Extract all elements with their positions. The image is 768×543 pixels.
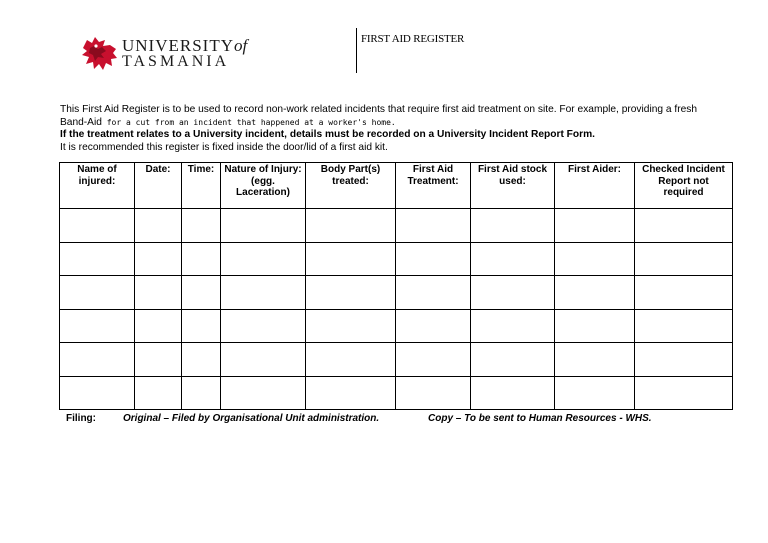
column-header: Time:	[182, 163, 221, 209]
header-divider	[356, 28, 357, 73]
column-header: First Aider:	[555, 163, 635, 209]
table-cell[interactable]	[635, 343, 733, 377]
column-header: Nature of Injury: (egg. Laceration)	[221, 163, 306, 209]
table-cell[interactable]	[60, 209, 135, 243]
table-cell[interactable]	[555, 242, 635, 276]
instruction-line: Band-Aid for a cut from an incident that happened at a worker's home.	[60, 116, 396, 128]
table-cell[interactable]	[221, 276, 306, 310]
table-cell[interactable]	[635, 376, 733, 410]
table-body	[60, 209, 733, 410]
table-cell[interactable]	[471, 242, 555, 276]
table-header-row	[60, 163, 733, 209]
column-header: Body Part(s) treated:	[306, 163, 396, 209]
table-cell[interactable]	[396, 276, 471, 310]
table-cell[interactable]	[306, 276, 396, 310]
table-cell[interactable]	[135, 376, 182, 410]
table-cell[interactable]	[60, 309, 135, 343]
table-row	[60, 343, 733, 377]
table-cell[interactable]	[471, 209, 555, 243]
table-cell[interactable]	[221, 242, 306, 276]
table-cell[interactable]	[182, 376, 221, 410]
instruction-line-bold: If the treatment relates to a University incident, details must be recorded on a University Incident Report Form.	[60, 129, 595, 140]
table-cell[interactable]	[135, 209, 182, 243]
table-row	[60, 309, 733, 343]
university-logo	[80, 34, 250, 74]
table-cell[interactable]	[60, 376, 135, 410]
table-cell[interactable]	[60, 276, 135, 310]
table-cell[interactable]	[182, 309, 221, 343]
lion-crest-icon	[80, 34, 120, 72]
filing-copy: Copy – To be sent to Human Resources - WHS.	[428, 413, 652, 424]
table-cell[interactable]	[635, 309, 733, 343]
instructions	[60, 104, 740, 154]
table-cell[interactable]	[182, 242, 221, 276]
first-aid-register-table	[59, 162, 733, 410]
table-cell[interactable]	[471, 309, 555, 343]
instruction-line: It is recommended this register is fixed inside the door/lid of a first aid kit.	[60, 141, 388, 153]
table-cell[interactable]	[306, 343, 396, 377]
table-cell[interactable]	[471, 343, 555, 377]
form-title: FIRST AID REGISTER	[361, 33, 465, 45]
table-cell[interactable]	[396, 309, 471, 343]
filing-original: Original – Filed by Organisational Unit administration.	[123, 413, 380, 424]
logo-tasmania-text: TASMANIA	[122, 53, 230, 70]
table-cell[interactable]	[306, 309, 396, 343]
table-cell[interactable]	[396, 343, 471, 377]
table-cell[interactable]	[635, 276, 733, 310]
table-row	[60, 276, 733, 310]
table-cell[interactable]	[396, 209, 471, 243]
table-cell[interactable]	[306, 376, 396, 410]
column-header: Name of injured:	[60, 163, 135, 209]
table-cell[interactable]	[135, 276, 182, 310]
column-header: Checked Incident Report not required	[635, 163, 733, 209]
table-cell[interactable]	[221, 309, 306, 343]
column-header: First Aid stock used:	[471, 163, 555, 209]
table-cell[interactable]	[135, 309, 182, 343]
table-cell[interactable]	[182, 276, 221, 310]
table-cell[interactable]	[471, 276, 555, 310]
table-cell[interactable]	[635, 209, 733, 243]
column-header: Date:	[135, 163, 182, 209]
table-row	[60, 376, 733, 410]
table-cell[interactable]	[60, 343, 135, 377]
table-cell[interactable]	[221, 209, 306, 243]
table-row	[60, 209, 733, 243]
table-cell[interactable]	[555, 376, 635, 410]
instruction-line: This First Aid Register is to be used to record non-work related incidents that require first aid treatment on site. For example, providing a fresh	[60, 104, 698, 115]
table-cell[interactable]	[555, 343, 635, 377]
table-cell[interactable]	[221, 343, 306, 377]
column-header: First Aid Treatment:	[396, 163, 471, 209]
table-row	[60, 242, 733, 276]
table-cell[interactable]	[182, 343, 221, 377]
table-cell[interactable]	[555, 209, 635, 243]
table-cell[interactable]	[471, 376, 555, 410]
logo-university-text: UNIVERSITYof	[122, 36, 248, 55]
table-cell[interactable]	[306, 209, 396, 243]
table-cell[interactable]	[555, 309, 635, 343]
table-cell[interactable]	[135, 343, 182, 377]
table-cell[interactable]	[135, 242, 182, 276]
table-cell[interactable]	[555, 276, 635, 310]
table-cell[interactable]	[306, 242, 396, 276]
table-cell[interactable]	[396, 242, 471, 276]
table-cell[interactable]	[60, 242, 135, 276]
table-cell[interactable]	[221, 376, 306, 410]
filing-label: Filing:	[66, 413, 96, 424]
table-cell[interactable]	[182, 209, 221, 243]
table-cell[interactable]	[396, 376, 471, 410]
table-cell[interactable]	[635, 242, 733, 276]
